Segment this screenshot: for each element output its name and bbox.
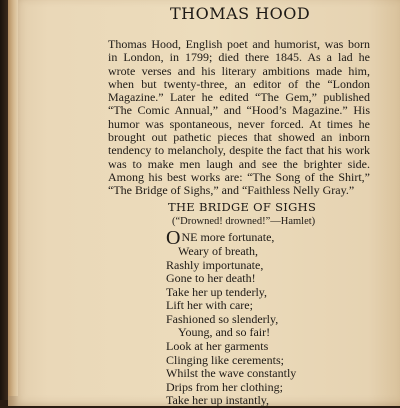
biography-paragraph: Thomas Hood, English poet and humorist, was born in London, in 1799; died there 1845. As a lad he wrote verses and his literary ambitions made him, when but twenty-three, an editor of the “London Magazine.” Later he edited “The Gem,” published “The Comic Annual,” and “Hood’s Magazine.” His humor was spontaneous, never forced. At times he brought out pathetic pieces that showed an inborn tendency to melancholy, despite the fact that his work was to make men laugh and see the brighter side. Among his best works are: “The Song of the Shirt,” “The Bridge of Sighs,” and “Faithless Nelly Gray.” (108, 37, 370, 198)
poem-line: Young, and so fair! (178, 325, 271, 339)
poem-epigraph: (“Drowned! drowned!”—Hamlet) (172, 216, 316, 227)
poem-line: Drips from her clothing; (166, 379, 283, 394)
poem-line: Take her up instantly, (166, 393, 270, 407)
poem-line: Lift her with care; (166, 298, 253, 312)
poem-line (166, 227, 386, 249)
poem-stanza-1 (166, 227, 386, 340)
page-gutter (8, 0, 18, 396)
poem-line: Rashly importunate, (166, 257, 264, 272)
poem-stanza-2 (166, 340, 386, 408)
poem-line: Clinging like cerements; (166, 352, 284, 367)
page-title: THOMAS HOOD (170, 4, 311, 23)
drop-cap: O (166, 227, 181, 249)
poem-line: Look at her garments (166, 339, 269, 353)
poem-line: Fashioned so slenderly, (166, 311, 279, 326)
poem-line: Take her up tenderly, (166, 284, 268, 299)
poem-line: Gone to her death! (166, 271, 256, 285)
poem-title: THE BRIDGE OF SIGHS (168, 200, 317, 214)
poem-line-text: NE more fortunate, (181, 230, 275, 244)
poem-line: Whilst the wave constantly (166, 366, 297, 380)
poem-line: Weary of breath, (178, 244, 258, 258)
book-binding-shadow (0, 0, 8, 400)
